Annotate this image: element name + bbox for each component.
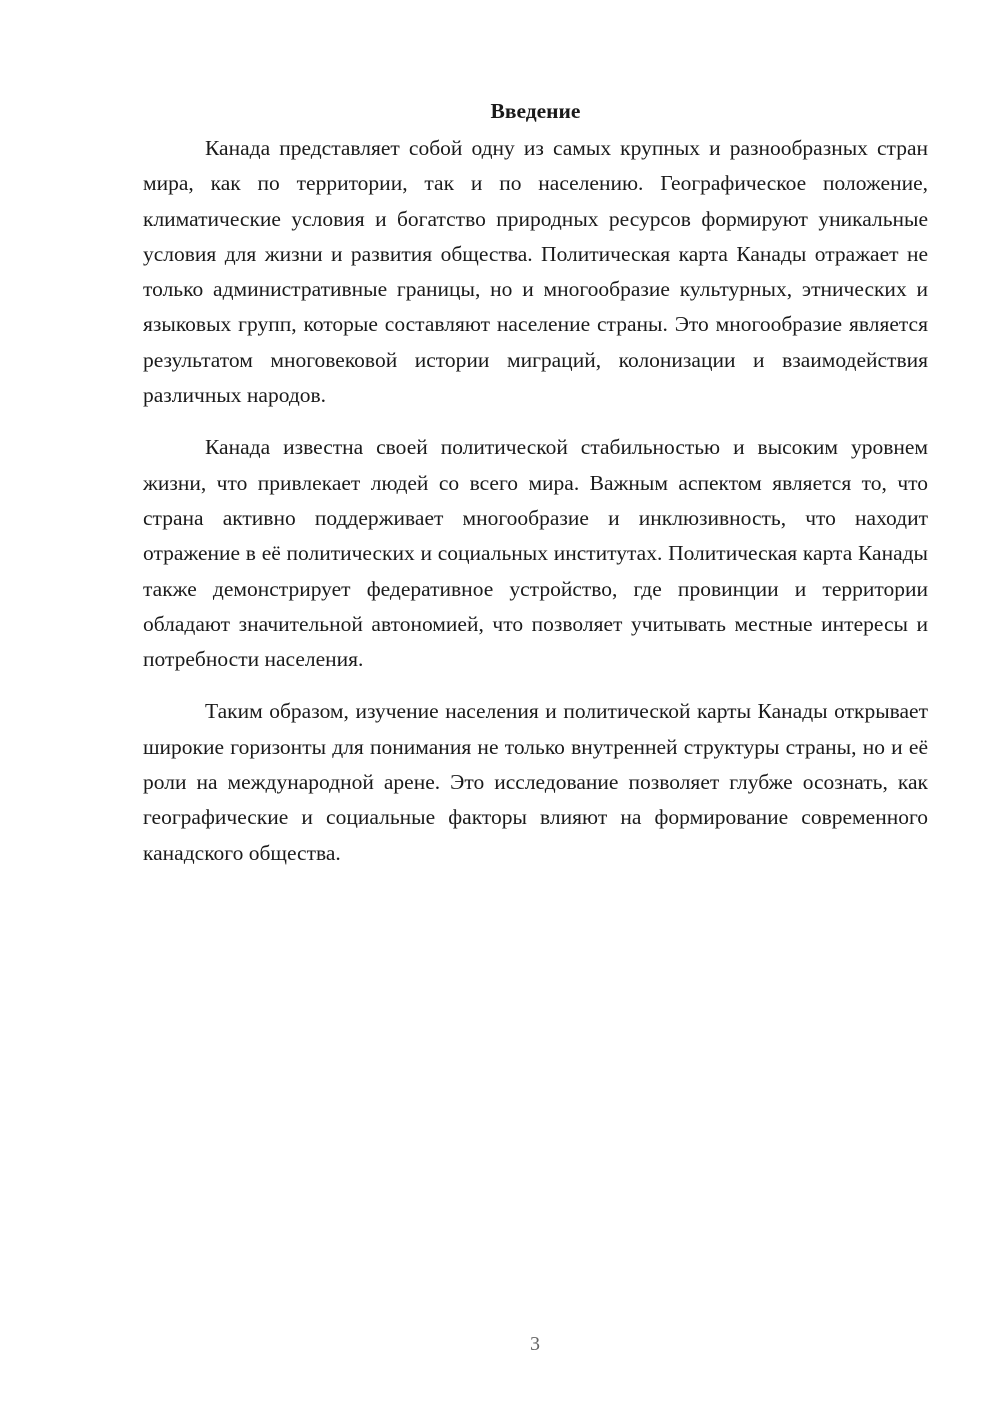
page-content: [143, 94, 928, 871]
paragraph-2: Канада известна своей политической стабильностью и высоким уровнем жизни, что привлекает людей со всего мира. Важным аспектом является то, что страна активно поддерживает многообразие и инклюзивность, что находит отражение в её политических и социальных институтах. Политическая карта Канады также демонстрирует федеративное устройство, где провинции и территории обладают значительной автономией, что позволяет учитывать местные интересы и потребности населения.: [143, 435, 928, 672]
page-number: 3: [530, 1333, 540, 1355]
paragraph-1: Канада представляет собой одну из самых крупных и разнообразных стран мира, как по территории, так и по населению. Географическое положение, климатические условия и богатство природных ресурсов формируют уникальные условия для жизни и развития общества. Политическая карта Канады отражает не только административные границы, но и многообразие культурных, этнических и языковых групп, которые составляют население страны. Это многообразие является результатом многовековой истории миграций, колонизации и взаимодействия различных народов.: [143, 136, 928, 408]
section-title: Введение: [490, 99, 581, 123]
paragraph-3: Таким образом, изучение населения и политической карты Канады открывает широкие горизонты для понимания не только внутренней структуры страны, но и её роли на международной арене. Это исследование позволяет глубже осознать, как географические и социальные факторы влияют на формирование современного канадского общества.: [143, 699, 928, 865]
